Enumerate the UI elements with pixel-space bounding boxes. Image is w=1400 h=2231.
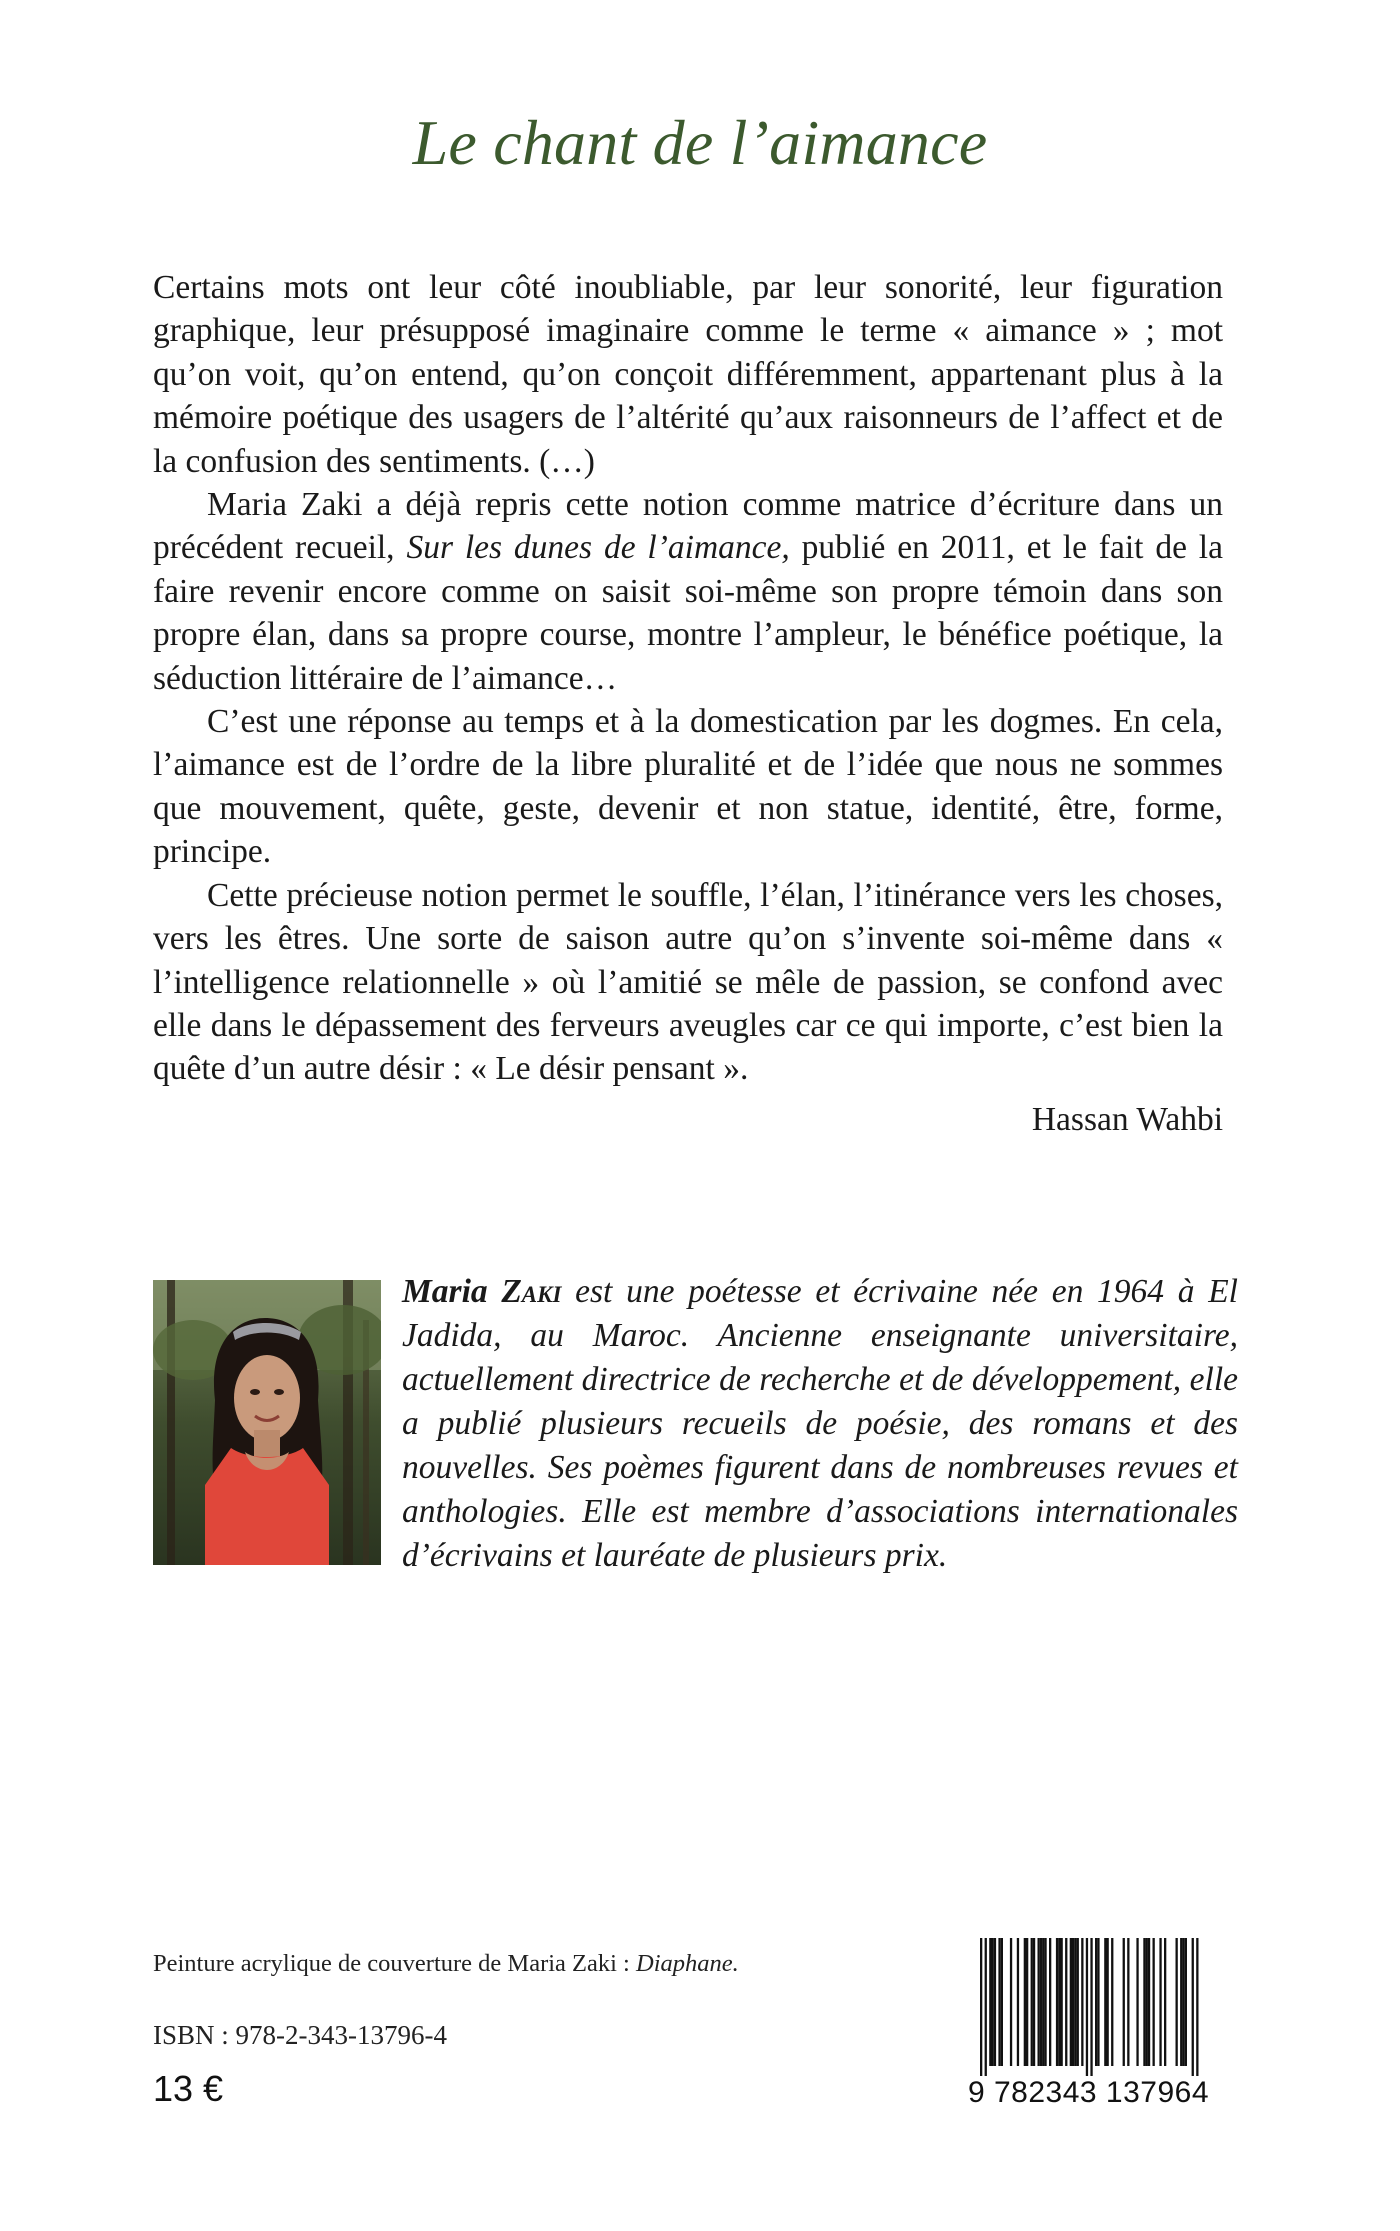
barcode-bar <box>1127 1938 1129 2066</box>
back-cover-blurb <box>153 266 1223 1091</box>
barcode-bar <box>1180 1938 1182 2066</box>
author-biography <box>402 1270 1238 1578</box>
barcode-bar <box>1026 1938 1028 2066</box>
barcode-bar <box>1111 1938 1113 2066</box>
barcode-bar <box>1176 1938 1178 2066</box>
barcode-bar <box>1159 1938 1161 2066</box>
author-first-name: Maria <box>402 1273 488 1310</box>
cited-book-title: Sur les dunes de l’aimance, <box>406 529 790 567</box>
book-price: 13 € <box>153 2068 224 2109</box>
barcode-bar <box>1061 1938 1063 2066</box>
barcode-bar <box>1033 1938 1035 2066</box>
barcode-bar <box>1164 1938 1166 2066</box>
author-portrait-illustration <box>153 1280 381 1565</box>
blurb-paragraph-1: Certains mots ont leur côté inoubliable, par leur sonorité, leur figuration graphique, leur présupposé imaginaire comme le terme « aimance » ; mot qu’on voit, qu’on entend, qu’on conçoit différemment, appartenant plus à la mémoire poétique des usagers de l’altérité qu’aux raisonneurs de l’affect et de la confusion des sentiments. (…) <box>153 269 1223 480</box>
barcode-bar <box>992 1938 994 2066</box>
barcode-bar <box>1081 1938 1083 2066</box>
barcode-bar <box>1123 1938 1125 2066</box>
blurb-paragraph-3: C’est une réponse au temps et à la domestication par les dogmes. En cela, l’aimance est de l’ordre de la libre pluralité et de l’idée que nous ne sommes que mouvement, quête, geste, devenir et non statue, identité, être, forme, principe. <box>153 703 1223 871</box>
barcode-bar <box>1049 1938 1051 2066</box>
book-title: Le chant de l’aimance <box>412 107 988 178</box>
barcode-bar <box>1196 1938 1198 2076</box>
barcode-bar <box>1136 1938 1138 2066</box>
blurb-signature: Hassan Wahbi <box>1031 1101 1223 1138</box>
barcode-bar <box>1146 1938 1148 2066</box>
cover-painting-title: Diaphane. <box>636 1950 739 1977</box>
barcode-bar <box>1104 1938 1106 2066</box>
barcode-bar <box>1107 1938 1109 2066</box>
barcode-bar <box>1024 1938 1026 2066</box>
barcode-bar <box>1031 1938 1033 2066</box>
barcode-bar <box>1192 1938 1194 2076</box>
barcode-bar <box>1072 1938 1074 2066</box>
barcode-bar <box>1065 1938 1067 2066</box>
barcode-bar <box>985 1938 987 2076</box>
barcode-bar <box>980 1938 982 2076</box>
barcode-bar <box>1097 1938 1099 2066</box>
blurb-paragraph-2-end: publié en 2011, et le fait de la faire revenir encore comme on saisit soi-même son propre témoin dans son propre élan, dans sa propre course, montre l’ampleur, le bénéfice poétique, la séduction littéraire de l’aimance… <box>153 529 1223 697</box>
barcode-bar <box>1143 1938 1145 2066</box>
barcode-bar <box>1148 1938 1150 2066</box>
barcode-bar <box>1070 1938 1072 2066</box>
barcode-bar <box>1056 1938 1058 2066</box>
barcode-bar <box>1042 1938 1044 2066</box>
barcode-bar <box>994 1938 996 2066</box>
author-bio-text: est une poétesse et écrivaine née en 1964 à El Jadida, au Maroc. Ancienne enseignante universitaire, actuellement directrice de recherche et de développement, elle a publié plusieurs recueils de poésie, des romans et des nouvelles. Ses poèmes figurent dans de nombreuses revues et anthologies. Elle est membre d’associations internationales d’écrivains et lauréate de plusieurs prix. <box>402 1273 1238 1574</box>
barcode-bar <box>1074 1938 1076 2066</box>
barcode-bar <box>998 1938 1000 2066</box>
barcode-bar <box>1095 1938 1097 2066</box>
blurb-paragraph-4: Cette précieuse notion permet le souffle, l’élan, l’itinérance vers les choses, vers les êtres. Une sorte de saison autre qu’on s’invente soi-même dans « l’intelligence relationnelle » où l’amitié se mêle de passion, se confond avec elle dans le dépassement des ferveurs aveugles car ce qui importe, c’est bien la quête d’un autre désir : « Le désir pensant ». <box>153 876 1223 1088</box>
blurb-paragraph-2 <box>153 483 1223 700</box>
barcode-bar <box>1010 1938 1012 2066</box>
barcode-bar <box>1077 1938 1079 2066</box>
cover-credit-text: Peinture acrylique de couverture de Maria Zaki : <box>153 1950 636 1977</box>
barcode-bar <box>1058 1938 1060 2066</box>
barcode-bar <box>1182 1938 1184 2066</box>
barcode-bar <box>1038 1938 1040 2066</box>
barcode-bar <box>1153 1938 1155 2066</box>
cover-art-credit <box>153 1948 739 1980</box>
barcode-bars <box>950 1936 1227 2076</box>
barcode-bar <box>1017 1938 1019 2066</box>
barcode-bar <box>1090 1938 1092 2076</box>
barcode-bar <box>1001 1938 1003 2066</box>
barcode-bar <box>1040 1938 1042 2066</box>
barcode-bar <box>1086 1938 1088 2076</box>
author-photo <box>153 1280 381 1565</box>
barcode-digits: 9 782343 137964 <box>967 2076 1210 2109</box>
barcode-bar <box>1044 1938 1046 2066</box>
isbn-barcode <box>950 1936 1227 2112</box>
blurb-paragraph-2-start: Maria Zaki a déjà repris cette notion comme matrice d’écriture dans un précédent recueil, <box>153 486 1223 567</box>
isbn-number: ISBN : 978-2-343-13796-4 <box>153 2020 447 2050</box>
barcode-bar <box>989 1938 991 2066</box>
barcode-bar <box>1185 1938 1187 2066</box>
author-surname: Zaki <box>501 1273 562 1310</box>
